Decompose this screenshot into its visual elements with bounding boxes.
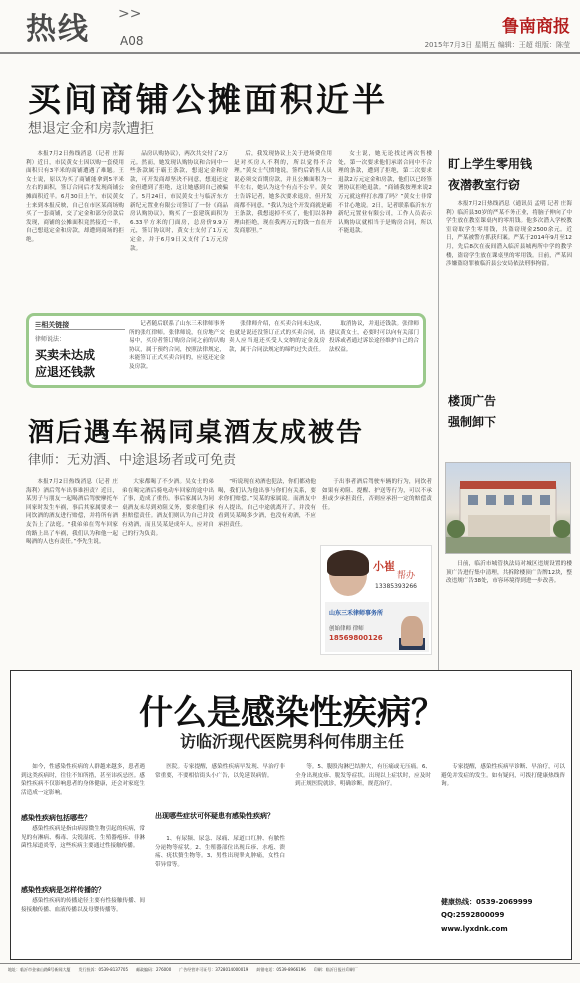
ad-website: www.lyxdnk.com bbox=[441, 925, 508, 933]
sidebar-b-title-1: 楼顶广告 bbox=[448, 394, 497, 408]
ad-col2: 医院。专家提醒，感染性疾病早发现、早治疗非常重要，不要相信街头小广告，以免延误病情。 bbox=[155, 764, 285, 779]
story1-col2: 品房认购协议》，两次共交付了2万元。然而，她发现认购协议和合同中一些条款属于霸王条款，想退定金和房款，可开发商却坚决不同意，想退还定金但遭到了拒绝，这让她感到自己被骗了。5月24日，市民黄女士与临沂东方新纪元置业有限公司签订了一份《商品房认购协议》，购买了一套建筑面积为6.33平方米的门面房，总房价9.9万元，签订协议时，黄女士支付了1万元定金，并于6月9日又支付了1万元房款。 bbox=[130, 151, 228, 252]
footer-license: 广告经营许可证号：3728014000019 bbox=[179, 967, 249, 972]
story1-col4: 女士说，她无论找过两次售楼处，第一次要求他们承诺合同中不合理的条款，遭到了拒绝，第二次要求退款2万元定金和房款，他们以已经签署协议拒绝退款。“商铺我按理来说2万元就这样打水漂了吗？”黄女士非常不甘心地说。2日，记者联系临沂东方新纪元置业有限公司，工作人员表示认购协议就相当于是购房合同，所以不能退款。 bbox=[338, 151, 432, 235]
related-col3: 取消协议，并退还钱款。张律师建议黄女士，必要时可以向有关部门投诉或者通过诉讼途径维护自己的合法权益。 bbox=[329, 321, 419, 353]
lawyer-portrait bbox=[401, 616, 423, 646]
issue-meta: 2015年7月3日 星期五 编辑：王超 组版：陈莹 bbox=[424, 41, 570, 49]
ad-heading-1: 感染性疾病包括哪些？ bbox=[21, 814, 91, 822]
footer-address: 地址：临沂市金雀山路8号新闻大厦 bbox=[8, 967, 71, 972]
hospital-ad bbox=[10, 670, 572, 960]
promo-firm: 山东三禾律师事务所 bbox=[329, 610, 384, 617]
promo-name: 小崔 bbox=[373, 560, 395, 573]
sidebar-a-title-1: 盯上学生零用钱 bbox=[448, 157, 533, 171]
related-col2: 张律师介绍，在买卖合同未达成，也就是说还没签订正式的买卖合同，出卖人应当返还买受人交纳的定金及房款，属于合同法规定的缔约过失责任。 bbox=[229, 321, 325, 353]
ad-para-2: 感染性疾病的传播途径主要有性接触传播、间接接触传播、血液传播以及母婴传播等。 bbox=[21, 898, 145, 913]
promo-firm-band bbox=[325, 602, 429, 652]
story2-title: 酒后遇车祸同桌酒友成被告 bbox=[28, 418, 365, 448]
lawyer-promo bbox=[320, 545, 432, 655]
ad-subtitle: 访临沂现代医院男科何伟朋主任 bbox=[179, 732, 404, 751]
sidebar-a-title-2: 夜潜教室行窃 bbox=[448, 178, 521, 192]
story1-col3: 后，我发现协议上关于进场费住用是对买房人不利的，所以觉得不合理。”黄女士气愤地说，签约后销售人员说必须交首期房款，并且公摊面积为一半左右，她认为这个有点不公平。黄女士告诉记者，她多次要求退房，但开发商都不同意。“我认为这个开发商就是霸王条款，我想退掉不买了，他们以各种理由拒绝，现在我两万元的钱一直在开发商那里。” bbox=[234, 151, 332, 235]
sidebar-a-text: 本报7月2日热线消息（通讯员 孟明 记者 庄海利）临沂县30岁的严某不务正业，将脑子伸向了中学生放在教室课桌内的零用钱。他多次潜入学校教室窃取学生零用钱，共盗窃现金2500余元。近日，严某被警方抓获归案。严某于2014年9月至12月，先后8次在夜间潜入临沂县城两所中学的教学楼，盗窃学生放在课桌里的零用钱。日前，严某因涉嫌盗窃罪被临沂县公安局依法刑事拘留。 bbox=[446, 201, 572, 268]
footer-rule bbox=[0, 963, 580, 964]
section-arrows: >> bbox=[118, 6, 142, 22]
ad-col3: 等。5、腹股沟淋巴结肿大，有压痛或无压痛。6、全身出现皮疹、脱发等症状。出现以上症状时，应及时到正规医院就诊，明确诊断，规范治疗。 bbox=[295, 764, 431, 788]
section-title: 热线 bbox=[26, 12, 90, 47]
story2-subtitle: 律师：无劝酒、中途退场者或可免责 bbox=[28, 453, 237, 468]
link-icon: ☰ bbox=[35, 321, 42, 329]
newspaper-name: 鲁南商报 bbox=[502, 17, 570, 37]
promo-portrait-hair bbox=[327, 550, 369, 576]
ad-hotline: 健康热线：0539-2069999 bbox=[441, 898, 533, 906]
ad-intro: 如今，性感染性疾病的人群越来越多，患者遇到这类疾病时，往往不知所措，甚至讳疾忌医。感染性疾病不仅影响患者的身体健康，还会对家庭生活造成一定影响。 bbox=[21, 764, 145, 796]
related-tag: ☰相关链接 bbox=[35, 321, 70, 329]
story1-subtitle: 想退定金和房款遭拒 bbox=[28, 121, 154, 137]
ad-heading-2: 感染性疾病是怎样传播的？ bbox=[21, 886, 105, 894]
story1-title: 买间商铺公摊面积近半 bbox=[28, 80, 388, 119]
story1-col1: 本报7月2日热线消息（记者 庄海利）近日，市民黄女士因以购一套使用面积只有3平米的商铺遭遇了难题。王女士说，原以为买了商铺能拿到5平米左右的面积，签订合同后才发现商铺公摊面积近半。6月30日上午，市民黄女士来到本报反映，自己在市区某商场购买了一套商铺，交了定金和部分房款后发现，商铺的公摊面积竟然接近一半，自己想退定金和房款，却遭到商场的拒绝。 bbox=[26, 151, 124, 243]
ad-title: 什么是感染性疾病？ bbox=[139, 693, 445, 733]
promo-name-suffix: 帮办 bbox=[397, 571, 416, 581]
footer bbox=[8, 967, 578, 973]
ad-heading-3: 出现哪些症状可怀疑患有感染性疾病？ bbox=[155, 812, 274, 820]
related-tag-rule bbox=[35, 329, 125, 330]
story2-col2: 大家都喝了不少酒。吴女士的弟弟在喝完酒后骑电动车回家的途中出了事，造成了重伤。事后家属认为同桌酒友未尽到劝阻义务，要求他们承担赔偿责任。酒友们则认为自己并没有劝酒，而且吴某是成年人，应对自己的行为负责。 bbox=[122, 479, 214, 537]
sidebar-b-title-2: 强制卸下 bbox=[448, 415, 497, 429]
promo-phone: 13385393266 bbox=[375, 583, 417, 590]
footer-hotline: 纠错电话：0539-8966196 bbox=[256, 967, 306, 972]
page-number: A08 bbox=[120, 34, 144, 48]
footer-postcode: 邮政编码：276000 bbox=[135, 967, 172, 972]
ad-para-1: 感染性疾病是指由病原微生物引起的疾病，常见的有淋病、梅毒、尖锐湿疣、生殖器疱疹、非淋菌性尿道炎等，这些疾病主要通过性接触传播。 bbox=[21, 826, 145, 850]
ad-col4: 专家提醒，感染性疾病早诊断、早治疗，可以避免并发症的发生。如有疑问，可拨打健康热线咨询。 bbox=[441, 764, 565, 788]
header-rule bbox=[0, 52, 580, 54]
sidebar-divider bbox=[438, 150, 439, 670]
related-links-box bbox=[26, 313, 426, 388]
ad-list: 1、有尿频、尿急、尿痛、尿道口红肿、有脓性分泌物等症状。2、生殖器部位出现丘疹、水疱、溃疡、疣状赘生物等。3、男性出现睾丸肿痛，女性白带异常等。 bbox=[155, 836, 285, 868]
related-title-line2: 应退还钱款 bbox=[35, 365, 96, 379]
related-col1: 记者随后联系了山东三禾律师事务所的张红律师。张律师说，在房地产交易中，买房者签订购房合同之前的认购协议，属于预约合同，按照法律规定，未能签订正式买卖合同的，应返还定金及房款。 bbox=[129, 321, 225, 370]
footer-circulation: 发行投诉：0539-8137705 bbox=[78, 967, 128, 972]
story2-col1: 本报7月2日热线消息（记者 庄海利）酒后驾车出事谁担责？近日，某男子与朋友一起喝酒后驾驶摩托车回家时发生车祸，事后其家属要求一同饮酒的酒友进行赔偿，并将所有酒友告上了法庭。“我弟弟在驾车回家的路上出了车祸，我们认为和他一起喝酒的人也有责任。”李先生说。 bbox=[26, 479, 118, 546]
building-illustration bbox=[446, 463, 571, 554]
promo-role: 创始律师 律师 bbox=[329, 626, 364, 632]
promo-number: 18569800126 bbox=[329, 634, 383, 642]
related-title-line1: 买卖未达成 bbox=[35, 348, 96, 362]
story2-col3: “听说现在劝酒也犯法，你们都劝他喝，我们认为他出事与你们有关系，要求你们赔偿。”吴某的家属说。而酒友中有人提出，自己中途就离开了，并没有看到吴某喝多少酒，也没有劝酒，不应承担责任。 bbox=[218, 479, 316, 528]
building-photo bbox=[445, 462, 571, 554]
story2-col4: 于出事者酒后驾驶车辆的行为，同饮者如果有劝阻、提醒、护送等行为，可以不承担或少承担责任，否则应承担一定的赔偿责任。 bbox=[322, 479, 432, 511]
ad-qq: QQ:2592800099 bbox=[441, 911, 505, 919]
sidebar-b-text: 日前，临沂市城管执法局对城区违规设置的楼顶广告进行集中清理，共拆除楼顶广告牌12块，整改违规广告38处，市容环境得到进一步改善。 bbox=[446, 561, 572, 585]
related-byline: 律师说法： bbox=[35, 336, 66, 343]
footer-print: 印刷：临沂日报社印刷厂 bbox=[313, 967, 358, 972]
